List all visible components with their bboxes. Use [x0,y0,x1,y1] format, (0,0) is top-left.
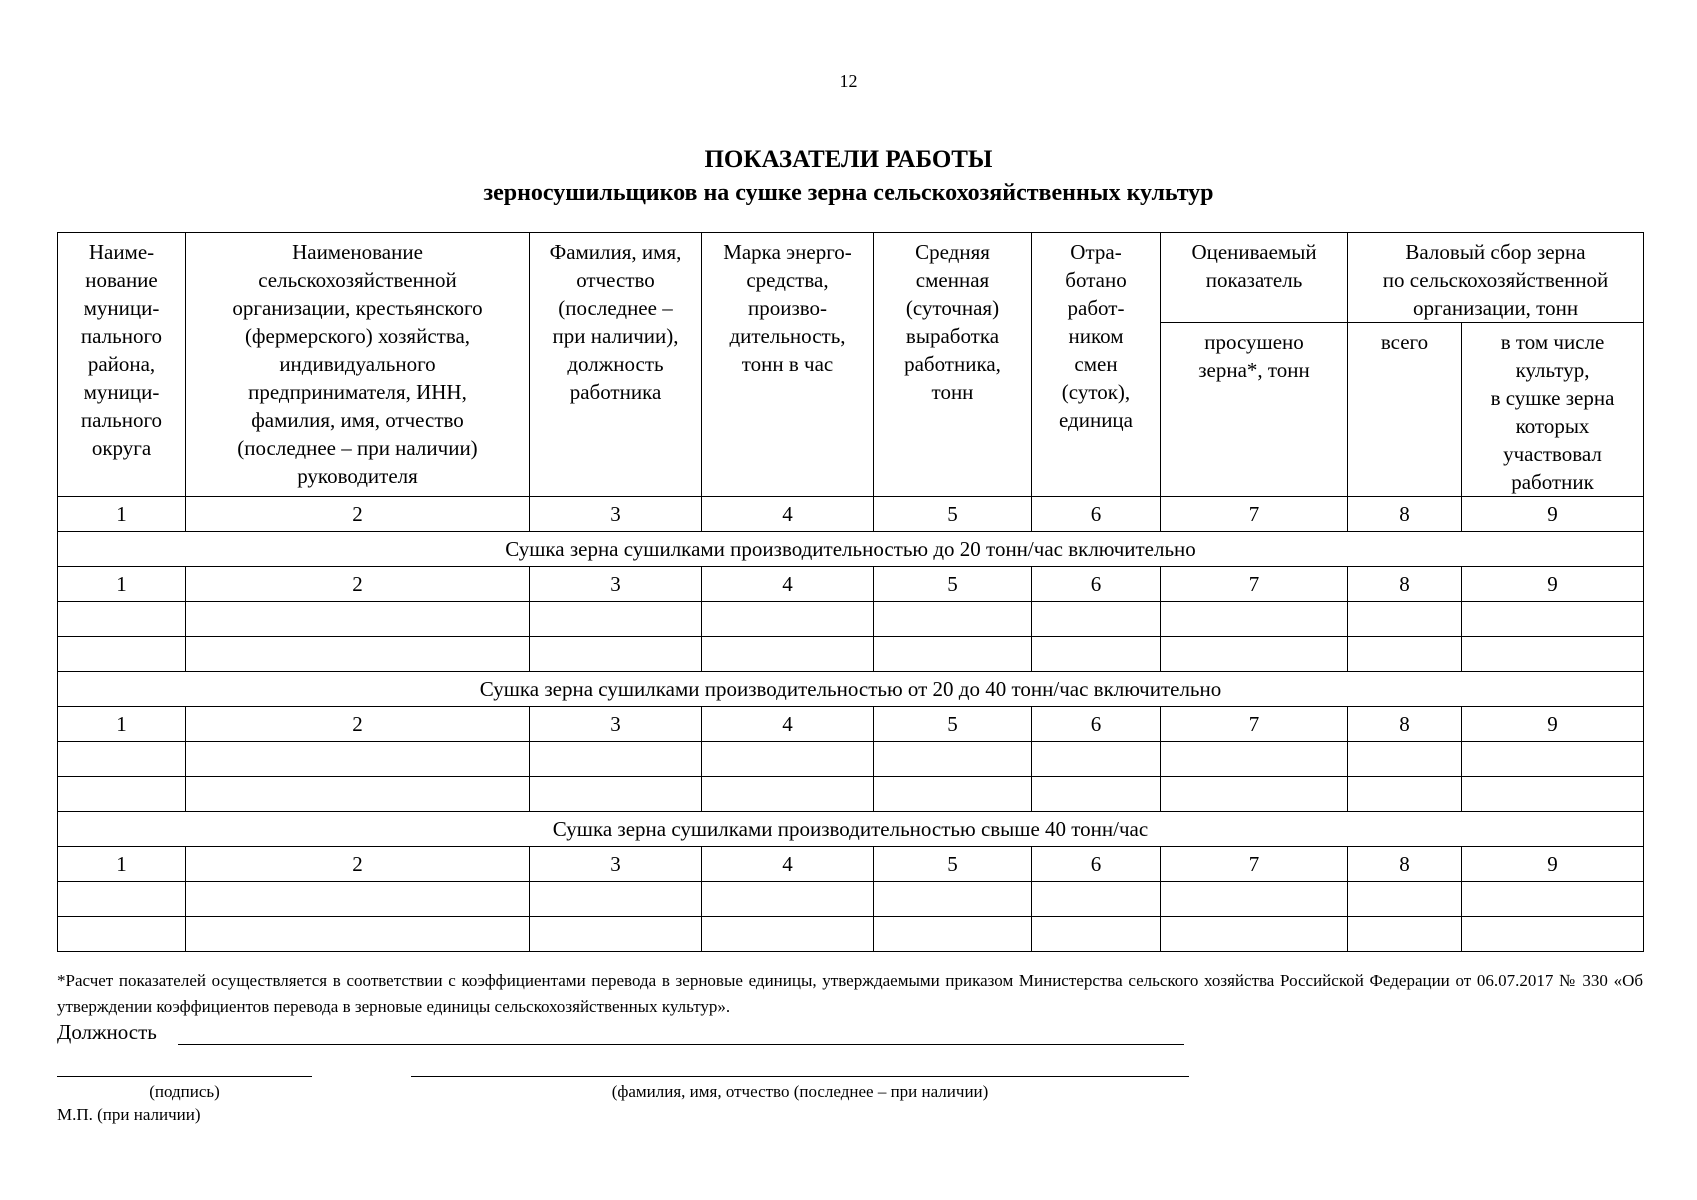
empty-row [58,637,1644,672]
section-row [58,812,1644,847]
signature-caption: (подпись) [149,1082,220,1101]
header-row-1 [58,233,1644,323]
empty-cell[interactable] [530,602,702,637]
column-number: 9 [1462,847,1644,882]
empty-cell[interactable] [702,742,874,777]
empty-cell[interactable] [1161,917,1348,952]
stamp-label: М.П. (при наличии) [57,1105,201,1124]
empty-row [58,777,1644,812]
column-number: 1 [58,707,186,742]
empty-cell[interactable] [530,777,702,812]
empty-cell[interactable] [1348,602,1462,637]
column-number: 7 [1161,497,1348,532]
empty-cell[interactable] [1032,882,1161,917]
header-cell: Наименование сельскохозяйственной организации, крестьянского (фермерского) хозяйства, индивидуального предпринимателя, ИНН, фамилия, имя, отчество (последнее – при наличии) руководителя [186,233,530,497]
empty-cell[interactable] [58,637,186,672]
column-number: 8 [1348,847,1462,882]
empty-cell[interactable] [1462,882,1644,917]
empty-cell[interactable] [186,777,530,812]
empty-cell[interactable] [1348,777,1462,812]
document-subtitle: зерносушильщиков на сушке зерна сельскохозяйственных культур [483,180,1214,206]
column-number: 2 [186,567,530,602]
column-number: 6 [1032,707,1161,742]
empty-cell[interactable] [702,882,874,917]
column-number: 7 [1161,847,1348,882]
column-number: 2 [186,707,530,742]
column-number: 1 [58,497,186,532]
empty-row [58,882,1644,917]
empty-cell[interactable] [530,637,702,672]
empty-cell[interactable] [874,602,1032,637]
empty-cell[interactable] [874,637,1032,672]
column-number-row [58,707,1644,742]
column-number: 7 [1161,567,1348,602]
section-title: Сушка зерна сушилками производительностью до 20 тонн/час включительно [58,532,1644,567]
empty-cell[interactable] [874,742,1032,777]
empty-cell[interactable] [1032,602,1161,637]
column-number: 3 [530,497,702,532]
empty-cell[interactable] [1462,637,1644,672]
empty-cell[interactable] [1462,777,1644,812]
header-cell: Наиме- нование муници- пального района, муници- пального округа [58,233,186,497]
column-number: 7 [1161,707,1348,742]
empty-cell[interactable] [1462,742,1644,777]
empty-cell[interactable] [874,917,1032,952]
column-number: 2 [186,497,530,532]
column-number: 4 [702,707,874,742]
header-cell: в том числе культур, в сушке зерна которых участвовал работник [1462,323,1644,497]
empty-row [58,742,1644,777]
header-cell: Фамилия, имя, отчество (последнее – при наличии), должность работника [530,233,702,497]
column-number: 6 [1032,497,1161,532]
section-row [58,672,1644,707]
empty-cell[interactable] [58,742,186,777]
header-cell: всего [1348,323,1462,497]
empty-cell[interactable] [1348,882,1462,917]
empty-row [58,602,1644,637]
header-cell: Марка энерго- средства, произво- дительность, тонн в час [702,233,874,497]
empty-cell[interactable] [1032,777,1161,812]
empty-cell[interactable] [702,917,874,952]
column-number: 9 [1462,707,1644,742]
column-number-row [58,567,1644,602]
empty-cell[interactable] [1348,637,1462,672]
column-number: 1 [58,847,186,882]
column-number: 5 [874,707,1032,742]
column-number: 4 [702,567,874,602]
column-number: 6 [1032,567,1161,602]
column-number-row [58,497,1644,532]
empty-cell[interactable] [1032,742,1161,777]
column-number: 5 [874,497,1032,532]
column-number: 4 [702,847,874,882]
empty-cell[interactable] [1348,742,1462,777]
empty-cell[interactable] [530,917,702,952]
empty-cell[interactable] [702,602,874,637]
column-number: 3 [530,847,702,882]
position-line[interactable] [178,1044,1184,1045]
empty-cell[interactable] [874,777,1032,812]
empty-cell[interactable] [1462,917,1644,952]
column-number: 9 [1462,497,1644,532]
column-number: 3 [530,567,702,602]
empty-cell[interactable] [1161,882,1348,917]
header-cell: просушено зерна*, тонн [1161,323,1348,497]
empty-cell[interactable] [186,742,530,777]
section-title: Сушка зерна сушилками производительностью от 20 до 40 тонн/час включительно [58,672,1644,707]
empty-cell[interactable] [58,917,186,952]
header-cell: Отра- ботано работ- ником смен (суток), единица [1032,233,1161,497]
header-cell: Средняя сменная (суточная) выработка работника, тонн [874,233,1032,497]
column-number: 8 [1348,707,1462,742]
position-label: Должность [57,1020,157,1044]
empty-cell[interactable] [186,637,530,672]
column-number: 5 [874,567,1032,602]
column-number: 4 [702,497,874,532]
empty-cell[interactable] [874,882,1032,917]
column-number: 5 [874,847,1032,882]
indicators-table [57,232,1644,952]
column-number: 3 [530,707,702,742]
empty-cell[interactable] [1161,637,1348,672]
column-number: 8 [1348,497,1462,532]
empty-cell[interactable] [1032,917,1161,952]
section-title: Сушка зерна сушилками производительностью свыше 40 тонн/час [58,812,1644,847]
name-caption: (фамилия, имя, отчество (последнее – при наличии) [611,1082,989,1101]
signature-line[interactable] [57,1076,312,1077]
empty-cell[interactable] [530,742,702,777]
section-row [58,532,1644,567]
empty-cell[interactable] [58,882,186,917]
name-line[interactable] [411,1076,1189,1077]
column-number: 6 [1032,847,1161,882]
empty-cell[interactable] [1161,742,1348,777]
empty-cell[interactable] [530,882,702,917]
document-title: ПОКАЗАТЕЛИ РАБОТЫ [704,146,993,173]
column-number: 1 [58,567,186,602]
empty-cell[interactable] [186,917,530,952]
empty-row [58,917,1644,952]
footnote: *Расчет показателей осуществляется в соответствии с коэффициентами перевода в зерновые единицы, утверждаемыми приказом Министерства сельского хозяйства Российской Федерации от 06.07.2017 № 330 «Об утверждении коэффициентов перевода в зерновые единицы сельскохозяйственных культур». [57,971,1643,1016]
column-number: 2 [186,847,530,882]
empty-cell[interactable] [186,882,530,917]
empty-cell[interactable] [58,602,186,637]
empty-cell[interactable] [702,777,874,812]
header-group-cell: Оцениваемый показатель [1161,233,1348,323]
empty-cell[interactable] [1462,602,1644,637]
empty-cell[interactable] [58,777,186,812]
column-number: 9 [1462,567,1644,602]
empty-cell[interactable] [702,637,874,672]
header-group-cell: Валовый сбор зерна по сельскохозяйственной организации, тонн [1348,233,1644,323]
column-number-row [58,847,1644,882]
empty-cell[interactable] [186,602,530,637]
empty-cell[interactable] [1348,917,1462,952]
empty-cell[interactable] [1161,602,1348,637]
page-number: 12 [839,71,858,91]
empty-cell[interactable] [1161,777,1348,812]
empty-cell[interactable] [1032,637,1161,672]
column-number: 8 [1348,567,1462,602]
